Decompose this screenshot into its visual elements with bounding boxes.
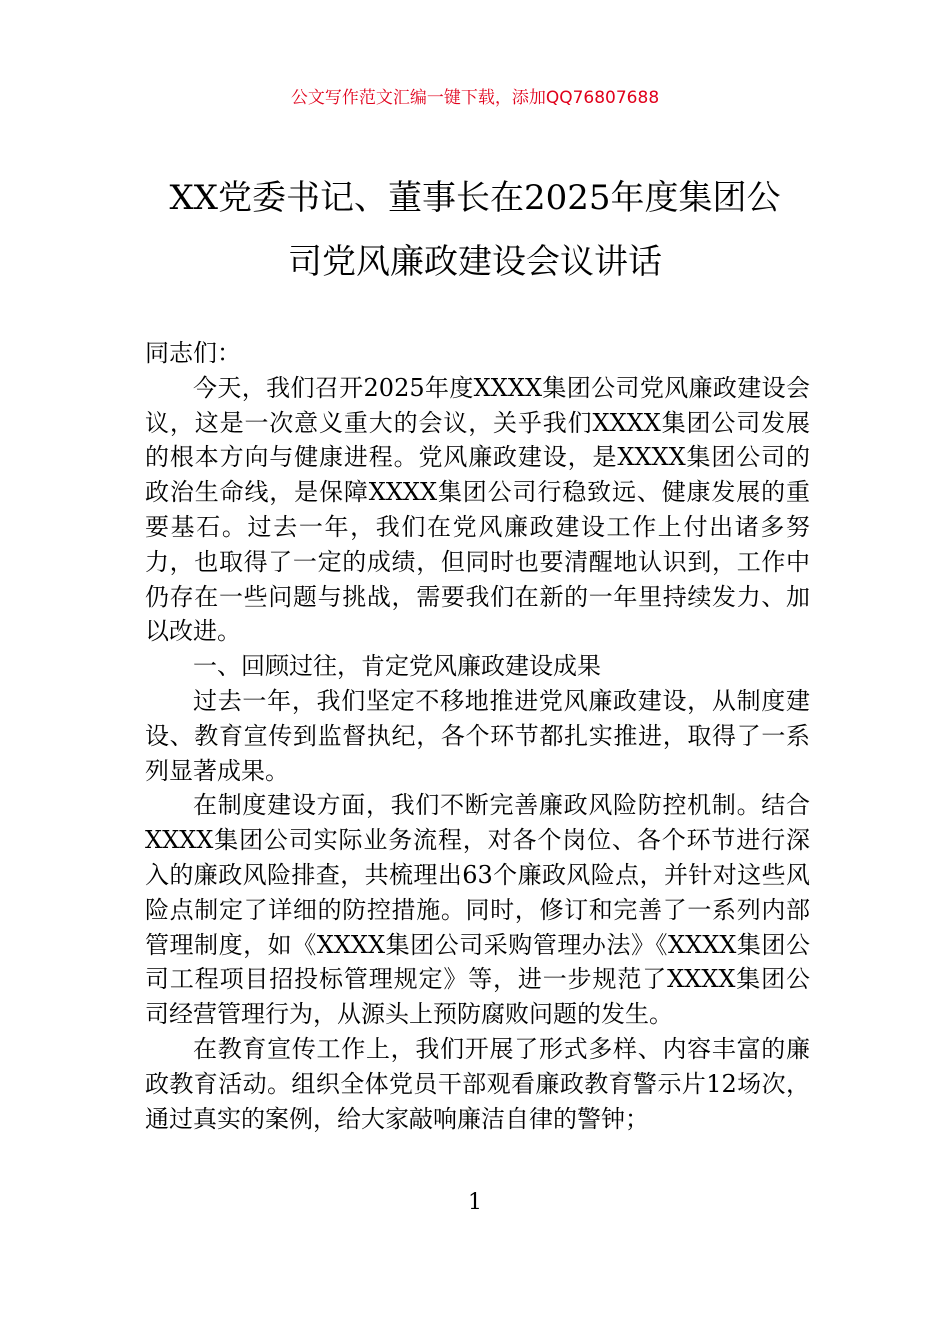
title-line-1: XX党委书记、董事长在2025年度集团公: [169, 178, 781, 218]
document-title: [120, 166, 830, 294]
section-heading-1: 一、回顾过往，肯定党风廉政建设成果: [193, 652, 601, 681]
paragraph-education: 在教育宣传工作上，我们开展了形式多样、内容丰富的廉政教育活动。组织全体党员干部观看廉政教育警示片12场次，通过真实的案例，给大家敲响廉洁自律的警钟；: [145, 1034, 810, 1133]
greeting: 同志们：: [145, 339, 241, 367]
page-number: 1: [468, 1190, 482, 1215]
header-download-note: 公文写作范文汇编一键下载，添加QQ76807688: [290, 88, 660, 108]
paragraph-system-building: 在制度建设方面，我们不断完善廉政风险防控机制。结合XXXX集团公司实际业务流程，对各个岗位、各个环节进行深入的廉政风险排查，共梳理出63个廉政风险点，并针对这些风险点制定了详细的防控措施。同时，修订和完善了一系列内部管理制度，如《XXXX集团公司采购管理办法》《XXXX集团公司工程项目招投标管理规定》等，进一步规范了XXXX集团公司经营管理行为，从源头上预防腐败问题的发生。: [145, 791, 810, 1029]
paragraph-review: 过去一年，我们坚定不移地推进党风廉政建设，从制度建设、教育宣传到监督执纪，各个环节都扎实推进，取得了一系列显著成果。: [145, 686, 810, 785]
paragraph-intro: 今天，我们召开2025年度XXXX集团公司党风廉政建设会议，这是一次意义重大的会议，关乎我们XXXX集团公司发展的根本方向与健康进程。党风廉政建设，是XXXX集团公司的政治生命线，是保障XXXX集团公司行稳致远、健康发展的重要基石。过去一年，我们在党风廉政建设工作上付出诸多努力，也取得了一定的成绩，但同时也要清醒地认识到，工作中仍存在一些问题与挑战，需要我们在新的一年里持续发力、加以改进。: [145, 373, 810, 646]
document-body: [145, 336, 810, 1136]
title-line-2: 司党风廉政建设会议讲话: [288, 242, 662, 282]
